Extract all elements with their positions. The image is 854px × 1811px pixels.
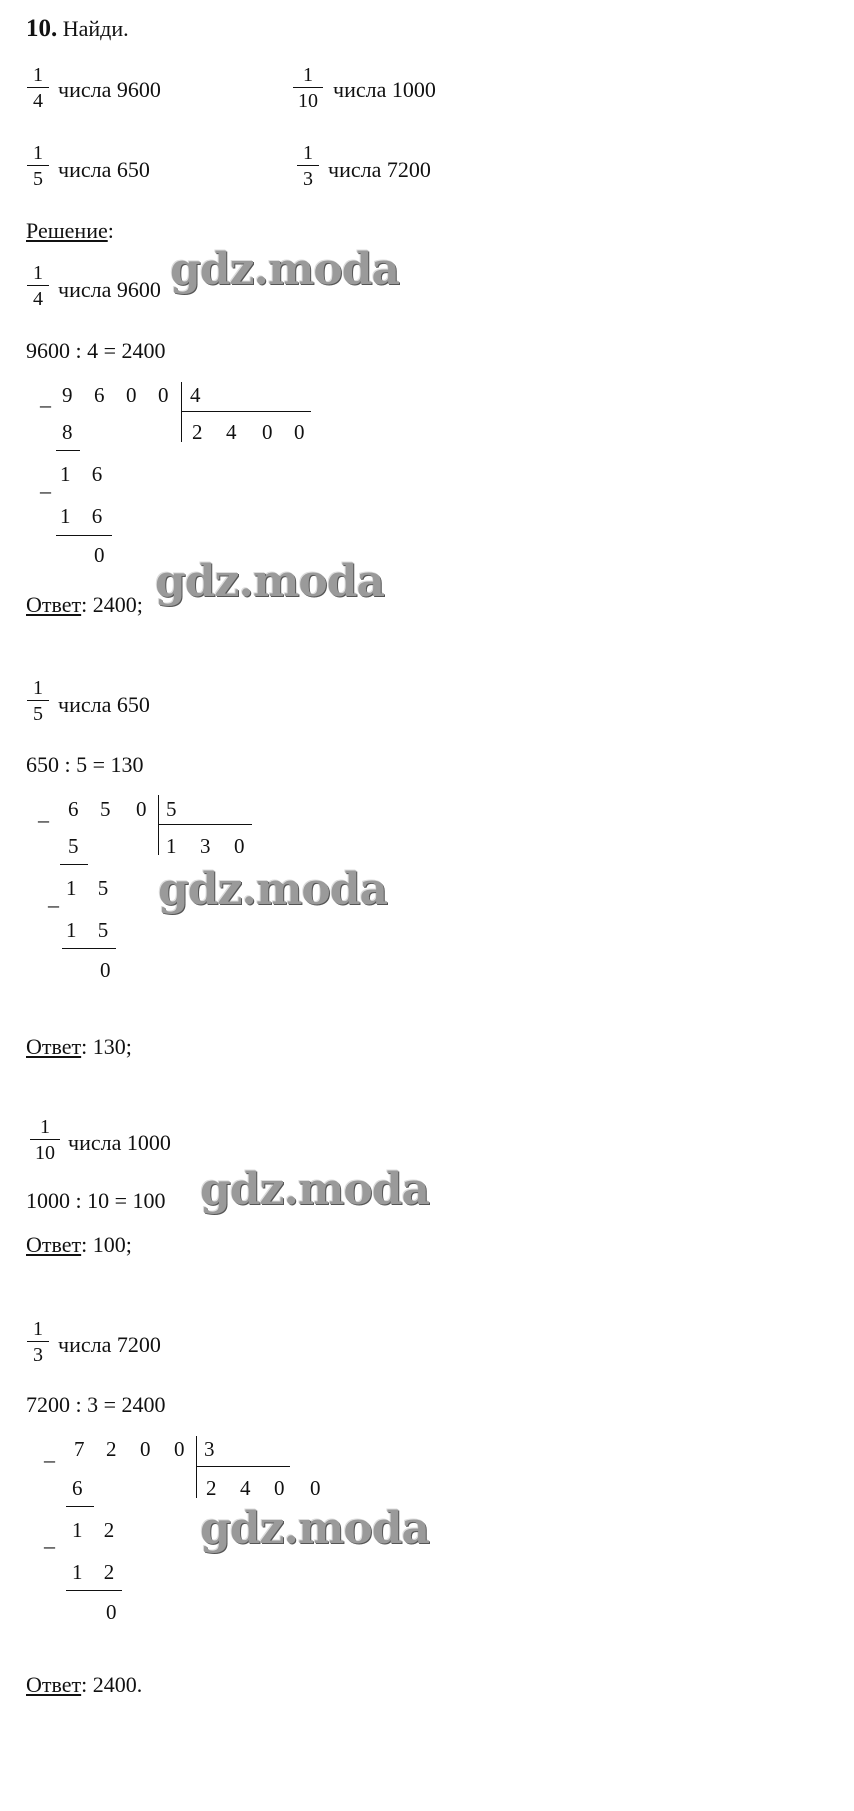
task-number: 10. [26, 15, 58, 42]
fraction-numerator: 1 [33, 262, 43, 284]
part-3-text: числа 1000 [68, 1130, 171, 1155]
watermark: gdz.moda [200, 1164, 430, 1215]
step-subtrahend: 1 6 [60, 504, 103, 528]
part-1-fraction [27, 262, 49, 310]
dividend-digit: 6 [94, 383, 105, 407]
quotient-digit: 4 [226, 420, 237, 444]
answer-value: : 130; [81, 1034, 132, 1059]
part-3-fraction [30, 1116, 60, 1164]
step-result: 0 [94, 543, 105, 567]
part-2-fraction [27, 677, 49, 725]
fraction-numerator: 1 [40, 1116, 50, 1138]
answer-label: Ответ [26, 1034, 82, 1059]
task-item-1-fraction [27, 64, 49, 112]
fraction-numerator: 1 [33, 64, 43, 86]
minus-sign: – [44, 1447, 55, 1472]
answer-value: : 2400; [81, 592, 143, 617]
part-2-text: числа 650 [58, 692, 150, 717]
watermark: gdz.moda [155, 556, 385, 607]
fraction-denominator: 4 [33, 90, 43, 112]
fraction-numerator: 1 [303, 142, 313, 164]
solution-heading [26, 218, 114, 244]
answer-label: Ответ [26, 1672, 82, 1697]
task-item-2-text: числа 1000 [333, 77, 436, 102]
part-4-equation: 7200 : 3 = 2400 [26, 1392, 166, 1417]
quotient-digit: 0 [262, 420, 273, 444]
step-remainder: 1 6 [60, 462, 103, 486]
fraction-numerator: 1 [33, 677, 43, 699]
fraction-denominator: 3 [303, 168, 313, 190]
fraction-numerator: 1 [33, 142, 43, 164]
task-item-2-fraction [293, 64, 323, 112]
quotient-digit: 2 [206, 1476, 217, 1500]
step-result: 0 [106, 1600, 117, 1624]
task-title: Найди. [62, 16, 129, 41]
answer-label: Ответ [26, 592, 82, 617]
fraction-numerator: 1 [33, 1318, 43, 1340]
step-result: 0 [100, 958, 111, 982]
step-subtrahend: 1 5 [66, 918, 109, 942]
part-3-answer [26, 1232, 132, 1258]
step-subtrahend: 6 [72, 1476, 83, 1500]
part-4-text: числа 7200 [58, 1332, 161, 1357]
answer-value: : 2400. [81, 1672, 143, 1697]
dividend-digit: 9 [62, 383, 73, 407]
divisor: 5 [166, 797, 177, 821]
dividend-digit: 7 [74, 1437, 85, 1461]
minus-sign: – [40, 478, 51, 503]
part-4-answer [26, 1672, 142, 1698]
fraction-denominator: 4 [33, 288, 43, 310]
quotient-digit: 1 [166, 834, 177, 858]
part-1-equation: 9600 : 4 = 2400 [26, 338, 166, 363]
dividend-digit: 6 [68, 797, 79, 821]
quotient-digit: 4 [240, 1476, 251, 1500]
solution-colon: : [107, 218, 114, 243]
dividend-digit: 5 [100, 797, 111, 821]
minus-sign: – [48, 892, 59, 917]
task-item-3-fraction [27, 142, 49, 190]
task-item-1-text: числа 9600 [58, 77, 161, 102]
step-subtrahend: 8 [62, 420, 73, 444]
fraction-numerator: 1 [303, 64, 313, 86]
quotient-digit: 0 [234, 834, 245, 858]
fraction-denominator: 3 [33, 1344, 43, 1366]
task-item-4-text: числа 7200 [328, 157, 431, 182]
dividend-digit: 0 [158, 383, 169, 407]
part-2-equation: 650 : 5 = 130 [26, 752, 144, 777]
dividend-digit: 2 [106, 1437, 117, 1461]
fraction-denominator: 5 [33, 168, 43, 190]
minus-sign: – [44, 1533, 55, 1558]
part-1-answer [26, 592, 143, 618]
watermark: gdz.moda [170, 244, 400, 295]
quotient-digit: 2 [192, 420, 203, 444]
step-subtrahend: 5 [68, 834, 79, 858]
answer-value: : 100; [81, 1232, 132, 1257]
part-2-answer [26, 1034, 132, 1060]
watermark: gdz.moda [158, 864, 388, 915]
step-remainder: 1 5 [66, 876, 109, 900]
divisor: 4 [190, 383, 201, 407]
task-item-4-fraction [297, 142, 319, 190]
dividend-digit: 0 [136, 797, 147, 821]
quotient-digit: 0 [274, 1476, 285, 1500]
task-heading [26, 16, 129, 42]
minus-sign: – [40, 392, 51, 417]
minus-sign: – [38, 807, 49, 832]
part-4-fraction [27, 1318, 49, 1366]
quotient-digit: 0 [310, 1476, 321, 1500]
dividend-digit: 0 [174, 1437, 185, 1461]
step-remainder: 1 2 [72, 1518, 115, 1542]
solution-label: Решение [26, 218, 108, 243]
quotient-digit: 3 [200, 834, 211, 858]
dividend-digit: 0 [140, 1437, 151, 1461]
fraction-denominator: 10 [35, 1142, 55, 1164]
part-1-text: числа 9600 [58, 277, 161, 302]
fraction-denominator: 10 [298, 90, 318, 112]
fraction-denominator: 5 [33, 703, 43, 725]
step-subtrahend: 1 2 [72, 1560, 115, 1584]
divisor: 3 [204, 1437, 215, 1461]
part-3-equation: 1000 : 10 = 100 [26, 1188, 166, 1213]
task-item-3-text: числа 650 [58, 157, 150, 182]
quotient-digit: 0 [294, 420, 305, 444]
dividend-digit: 0 [126, 383, 137, 407]
answer-label: Ответ [26, 1232, 82, 1257]
watermark: gdz.moda [200, 1503, 430, 1554]
